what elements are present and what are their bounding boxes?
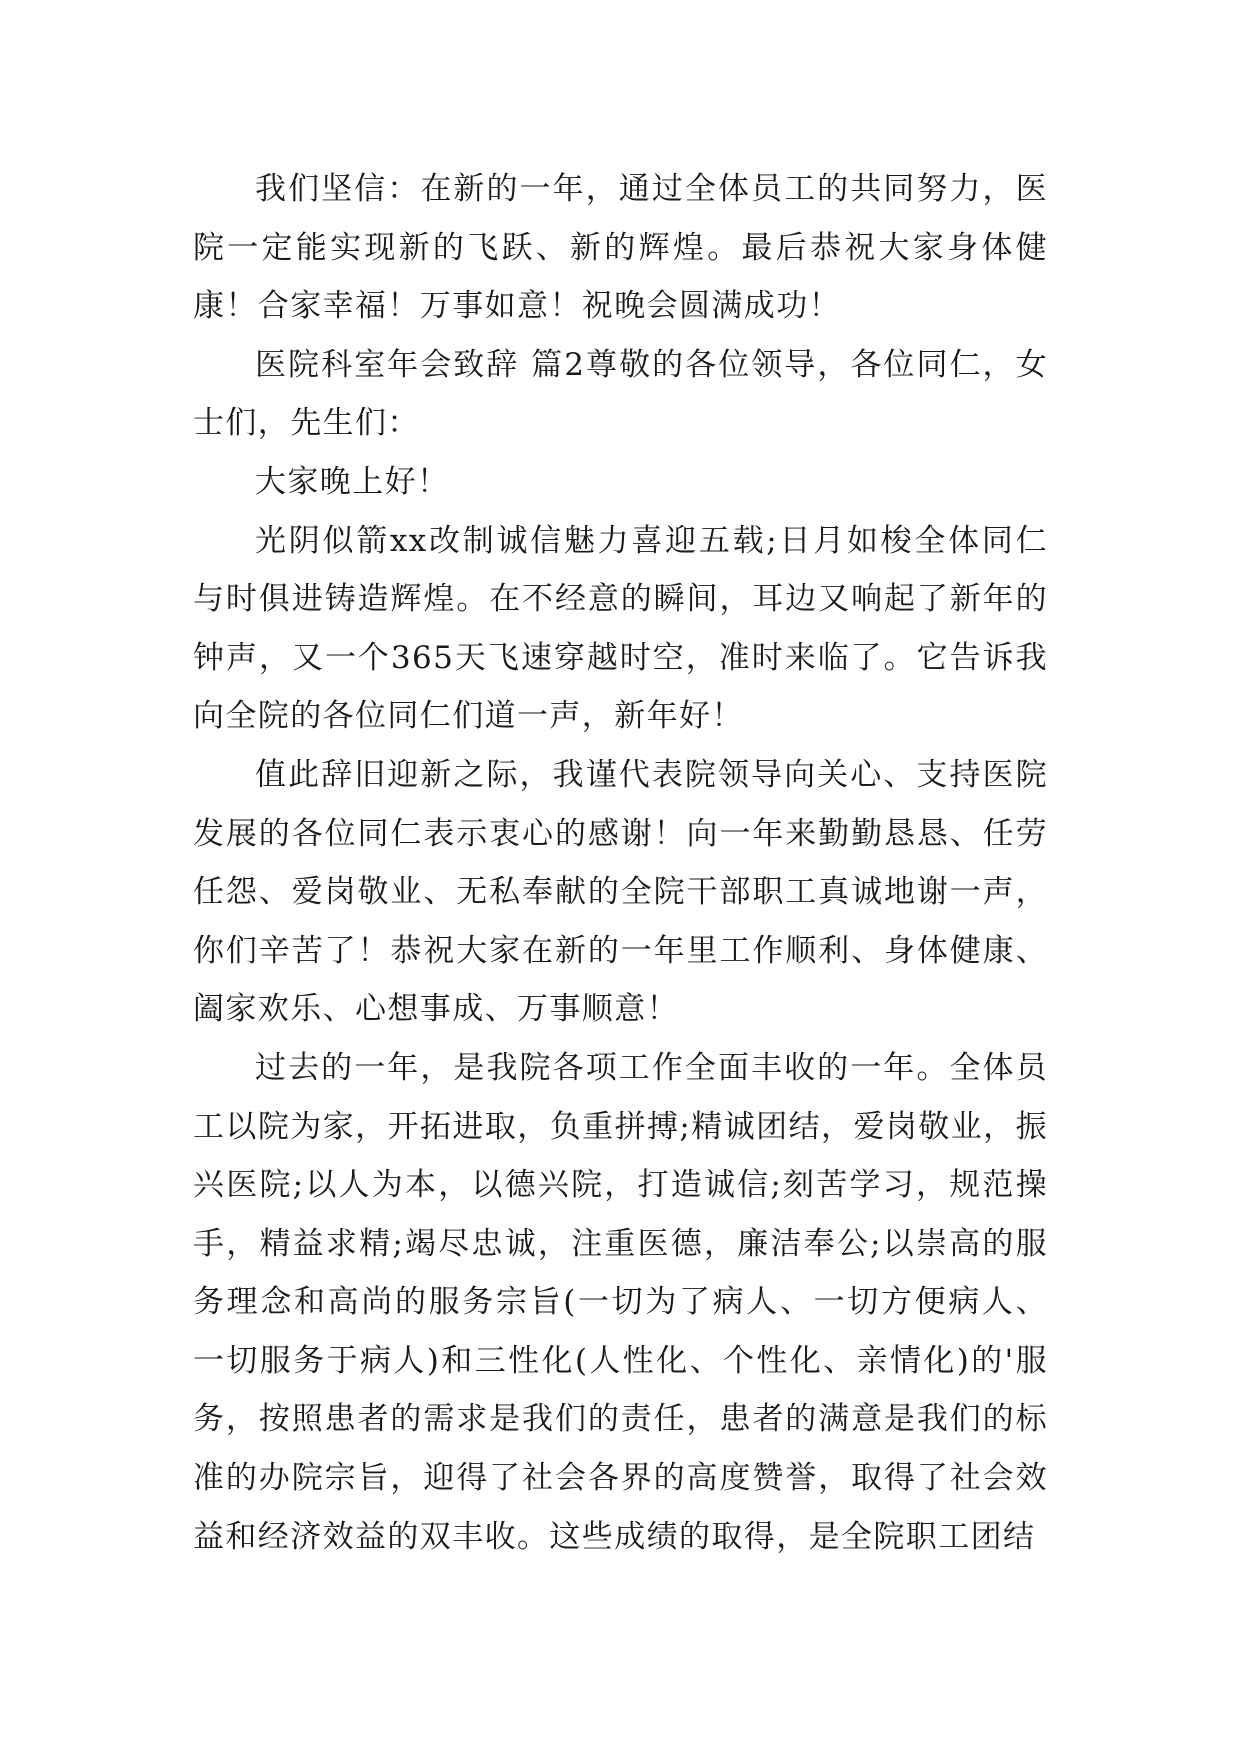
paragraph-past-year: 过去的一年，是我院各项工作全面丰收的一年。全体员工以院为家，开拓进取，负重拼搏;精诚团结，爱岗敬业，振兴医院;以人为本，以德兴院，打造诚信;刻苦学习，规范操手，精益求精;竭尽忠诚，注重医德，廉洁奉公;以崇高的服务理念和高尚的服务宗旨(一切为了病人、一切方便病人、一切服务于病人)和三性化(人性化、个性化、亲情化)的'服务，按照患者的需求是我们的责任，患者的满意是我们的标准的办院宗旨，迎得了社会各界的高度赞誉，取得了社会效益和经济效益的双丰收。这些成绩的取得，是全院职工团结 (193, 1049, 1048, 1555)
document-body (193, 160, 1048, 1566)
paragraph-greeting: 大家晚上好！ (255, 463, 450, 500)
paragraph-thanks: 值此辞旧迎新之际，我谨代表院领导向关心、支持医院发展的各位同仁表示衷心的感谢！向一年来勤勤恳恳、任劳任怨、爱岗敬业、无私奉献的全院干部职工真诚地谢一声，你们辛苦了！恭祝大家在新的一年里工作顺利、身体健康、阖家欢乐、心想事成、万事顺意！ (193, 756, 1048, 1028)
paragraph-closing-wishes: 我们坚信：在新的一年，通过全体员工的共同努力，医院一定能实现新的飞跃、新的辉煌。最后恭祝大家身体健康！合家幸福！万事如意！祝晚会圆满成功！ (193, 171, 1048, 325)
paragraph-speech-2-heading: 医院科室年会致辞 篇2尊敬的各位领导，各位同仁，女士们，先生们： (193, 346, 1048, 442)
paragraph-new-year: 光阴似箭xx改制诚信魅力喜迎五载;日月如梭全体同仁与时俱进铸造辉煌。在不经意的瞬间，耳边又响起了新年的钟声，又一个365天飞速穿越时空，准时来临了。它告诉我向全院的各位同仁们道一声，新年好！ (193, 522, 1048, 735)
